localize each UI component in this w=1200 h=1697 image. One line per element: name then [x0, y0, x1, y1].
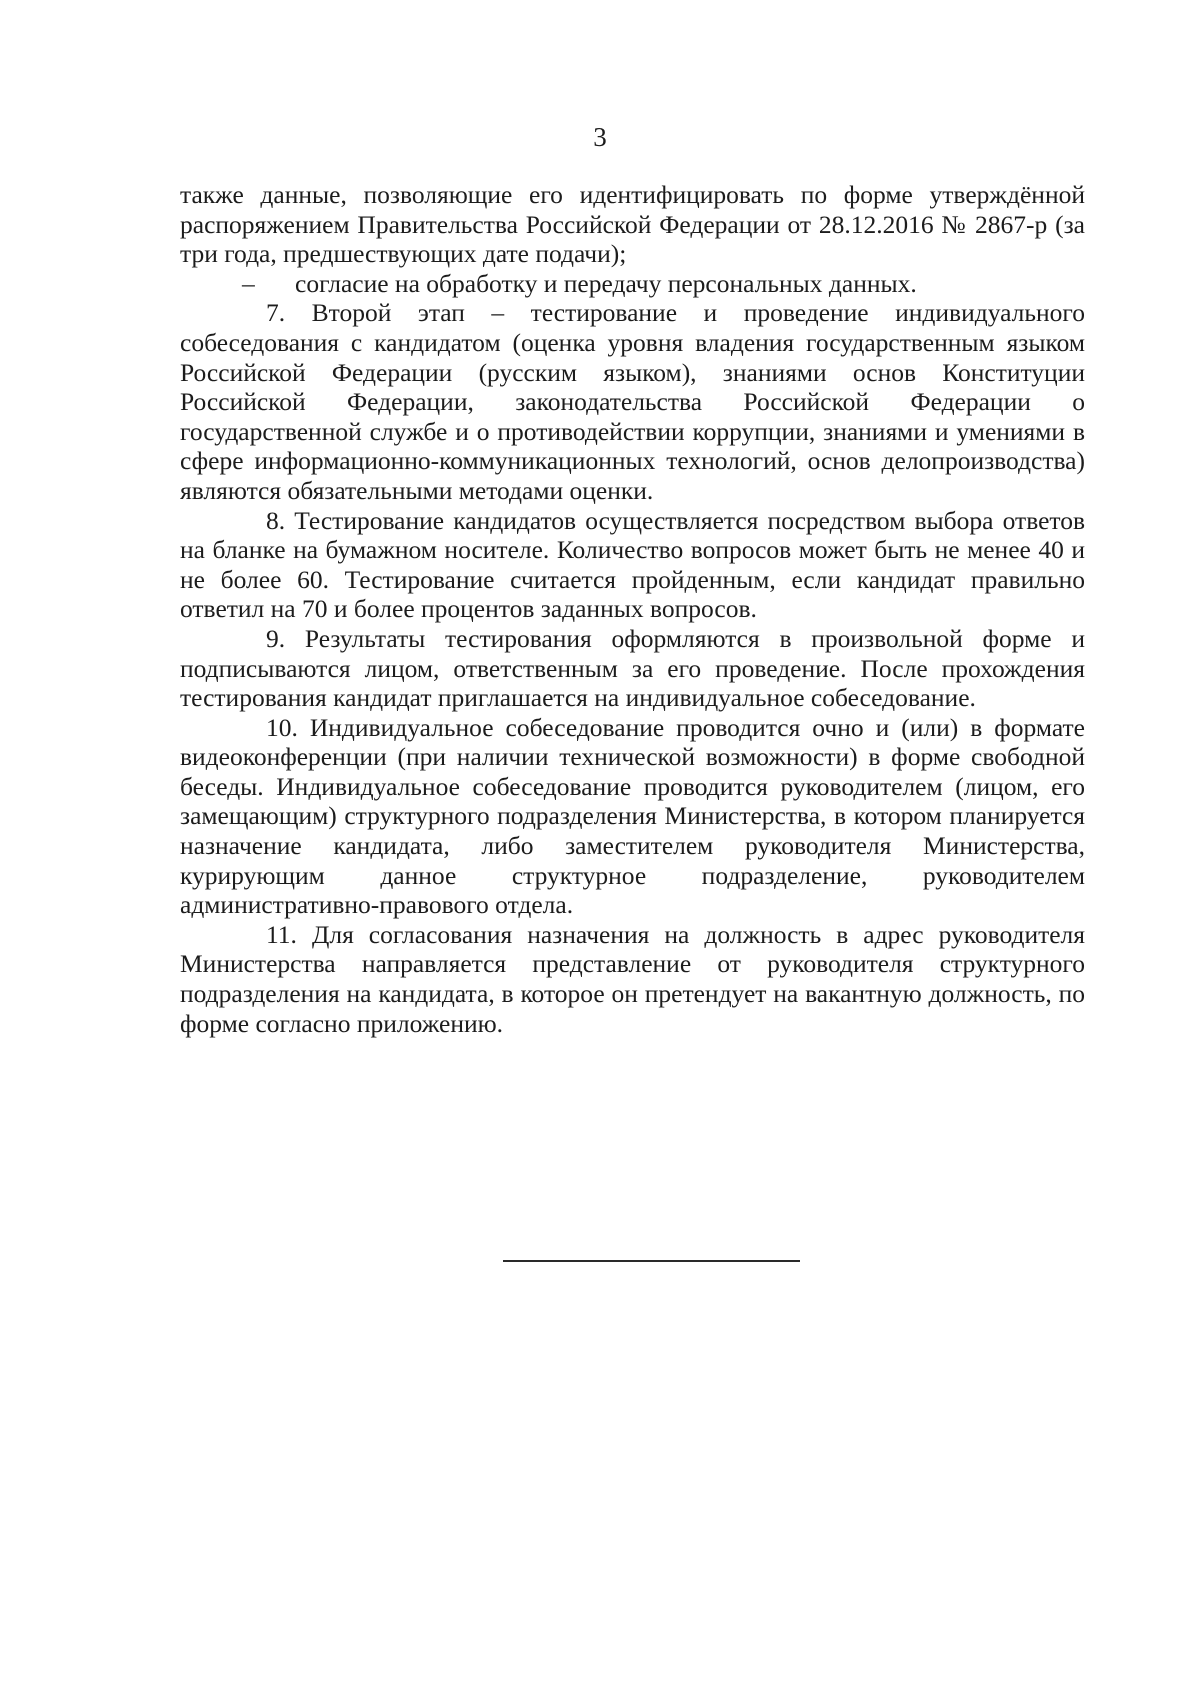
paragraph-number: 9.	[266, 623, 286, 653]
document-body	[180, 180, 1085, 1038]
paragraph-10	[180, 713, 1085, 920]
paragraph-text: Тестирование кандидатов осуществляется посредством выбора ответов на бланке на бумажном носителе. Количество вопросов может быть не менее 40 и не более 60. Тестирование считается пройденным, если кандидат правильно ответил на 70 и более процентов заданных вопросов.	[180, 505, 1085, 624]
end-of-document-rule	[503, 1260, 800, 1262]
paragraph-number: 7.	[266, 298, 286, 328]
paragraph-7	[180, 298, 1085, 505]
page-number: 3	[593, 122, 607, 152]
paragraph-text: Индивидуальное собеседование проводится очно и (или) в формате видеоконференции (при наличии технической возможности) в форме свободной беседы. Индивидуальное собеседование проводится руководителем (лицом, его замещающим) структурного подразделения Министерства, в котором планируется назначение кандидата, либо заместителем руководителя Министерства, курирующим данное структурное подразделение, руководителем административно-правового отдела.	[180, 712, 1085, 920]
paragraph-text: Второй этап – тестирование и проведение индивидуального собеседования с кандидатом (оценка уровня владения государственным языком Российской Федерации (русским языком), знаниями основ Конституции Российской Федерации, законодательства Российской Федерации о государственной службе и о противодействии коррупции, знаниями и умениями в сфере информационно-коммуникационных технологий, основ делопроизводства) являются обязательными методами оценки.	[180, 298, 1085, 505]
paragraph-number: 10.	[266, 712, 298, 742]
paragraph-11	[180, 920, 1085, 1038]
list-item-text: согласие на обработку и передачу персональных данных.	[295, 268, 917, 298]
paragraph-number: 11.	[266, 919, 297, 949]
paragraph-9	[180, 624, 1085, 713]
paragraph-text: Для согласования назначения на должность в адрес руководителя Министерства направляется представление от руководителя структурного подразделения на кандидата, в которое он претендует на вакантную должность, по форме согласно приложению.	[180, 919, 1086, 1038]
list-item	[180, 269, 1085, 299]
paragraph-8	[180, 506, 1085, 624]
paragraph-text: Результаты тестирования оформляются в произвольной форме и подписываются лицом, ответственным за его проведение. После прохождения тестирования кандидат приглашается на индивидуальное собеседование.	[180, 623, 1086, 713]
paragraph-number: 8.	[266, 505, 286, 535]
continuation-paragraph: также данные, позволяющие его идентифицировать по форме утверждённой распоряжением Правительства Российской Федерации от 28.12.2016 № 2867-р (за три года, предшествующих дате подачи);	[180, 180, 1085, 269]
dash-marker: –	[242, 268, 255, 298]
